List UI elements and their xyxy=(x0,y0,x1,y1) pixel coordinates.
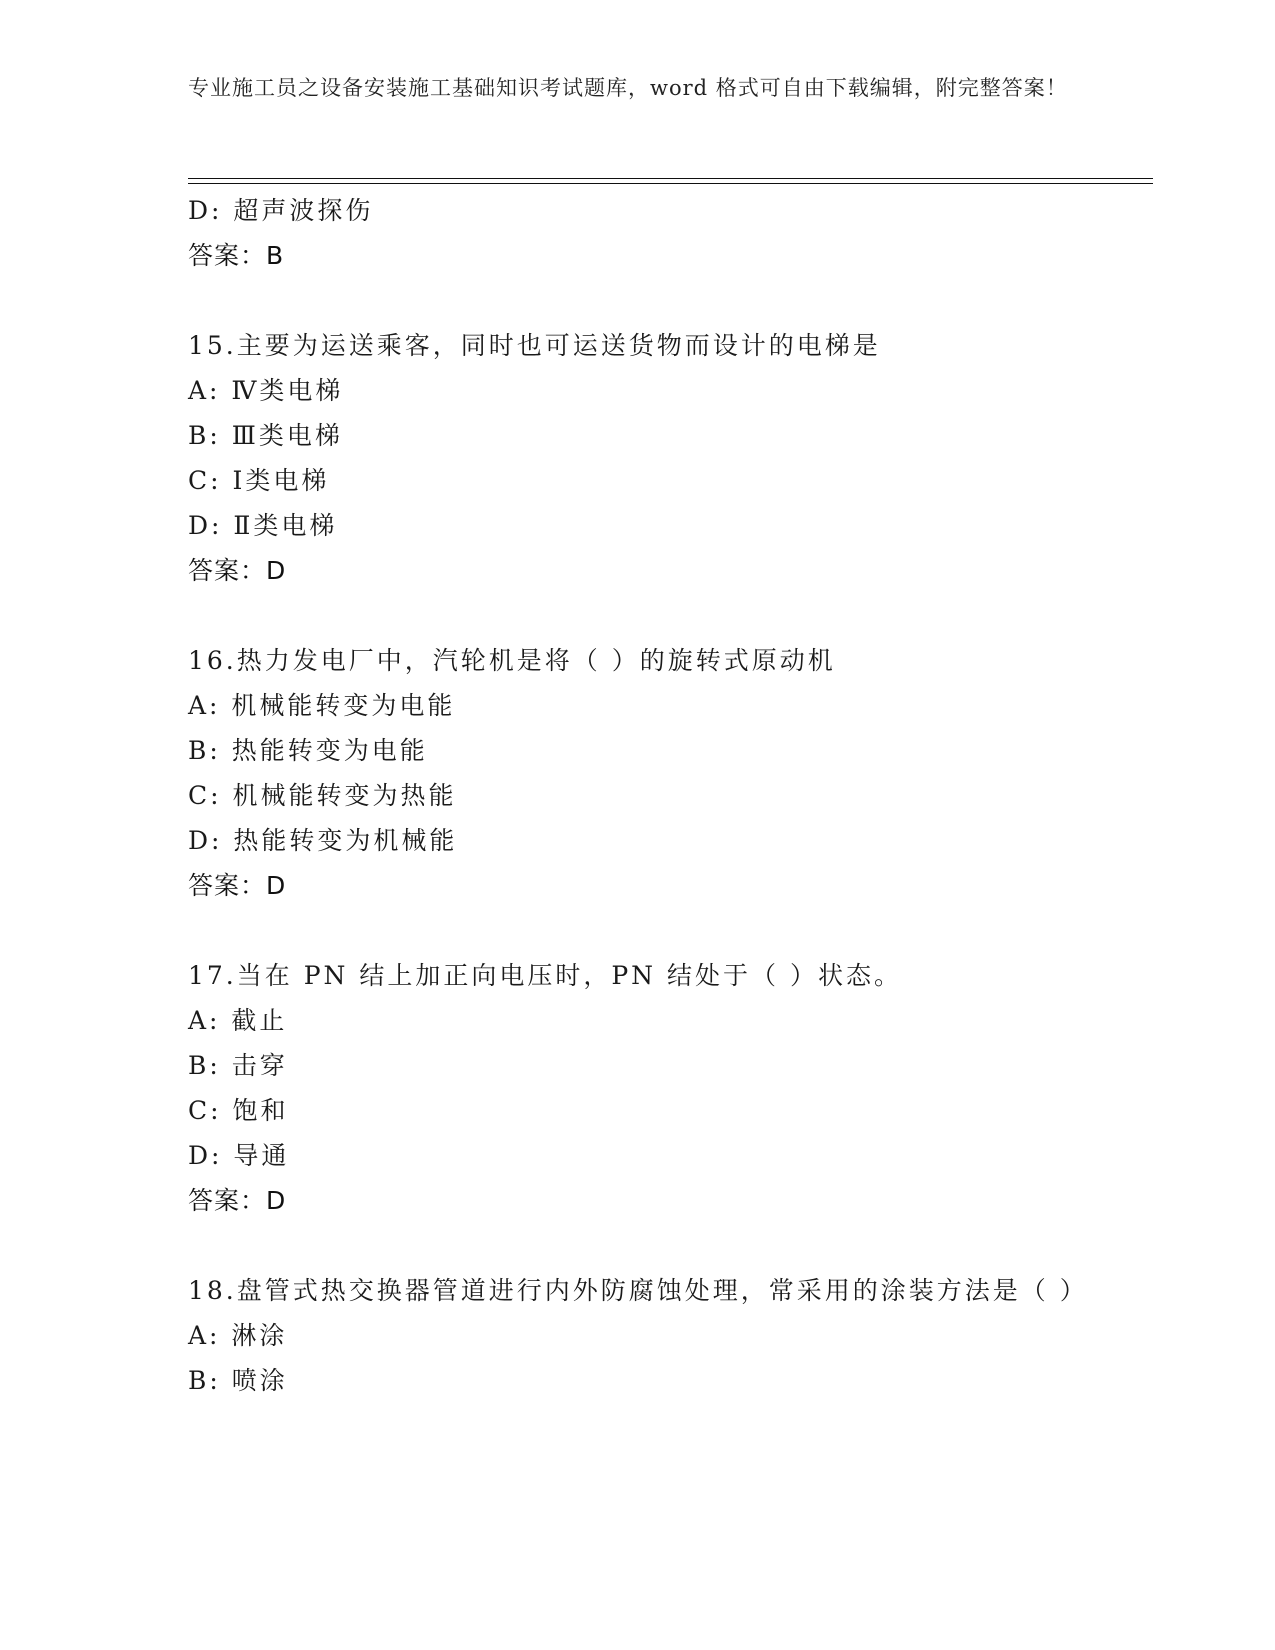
option-a: A: Ⅳ类电梯 xyxy=(188,376,344,405)
option-b: B: 热能转变为电能 xyxy=(188,736,428,765)
option-b: B: 喷涂 xyxy=(188,1366,288,1395)
option-a: A: 机械能转变为电能 xyxy=(188,691,456,720)
document-header: 专业施工员之设备安装施工基础知识考试题库，word 格式可自由下载编辑，附完整答案！ xyxy=(188,76,1068,100)
question-list xyxy=(188,188,1128,1403)
answer-line: 答案：D xyxy=(188,871,287,900)
option-b: B: 击穿 xyxy=(188,1051,288,1080)
option-a: A: 淋涂 xyxy=(188,1321,288,1350)
header-rule-top xyxy=(188,178,1153,179)
question-stem: 18.盘管式热交换器管道进行内外防腐蚀处理，常采用的涂装方法是（ ） xyxy=(188,1276,1088,1305)
option-d: D: 导通 xyxy=(188,1141,290,1170)
answer-line: 答案：D xyxy=(188,1186,287,1215)
question-stem: 16.热力发电厂中，汽轮机是将（ ）的旋转式原动机 xyxy=(188,646,836,675)
option-d: D: 热能转变为机械能 xyxy=(188,826,458,855)
spacer xyxy=(188,278,1128,323)
option-c: C: 机械能转变为热能 xyxy=(188,781,457,810)
question-stem: 15.主要为运送乘客，同时也可运送货物而设计的电梯是 xyxy=(188,331,881,360)
option-b: B: Ⅲ类电梯 xyxy=(188,421,343,450)
question-stem: 17.当在 PN 结上加正向电压时，PN 结处于（ ）状态。 xyxy=(188,961,902,990)
option-c: C: Ⅰ类电梯 xyxy=(188,466,330,495)
option-c: C: 饱和 xyxy=(188,1096,289,1125)
header-rule-bottom xyxy=(188,183,1153,184)
option-a: A: 截止 xyxy=(188,1006,288,1035)
answer-line: 答案：B xyxy=(188,241,285,270)
spacer xyxy=(188,1223,1128,1268)
spacer xyxy=(188,593,1128,638)
spacer xyxy=(188,908,1128,953)
answer-line: 答案：D xyxy=(188,556,287,585)
option-d: D: Ⅱ类电梯 xyxy=(188,511,338,540)
option-d: D: 超声波探伤 xyxy=(188,196,374,225)
